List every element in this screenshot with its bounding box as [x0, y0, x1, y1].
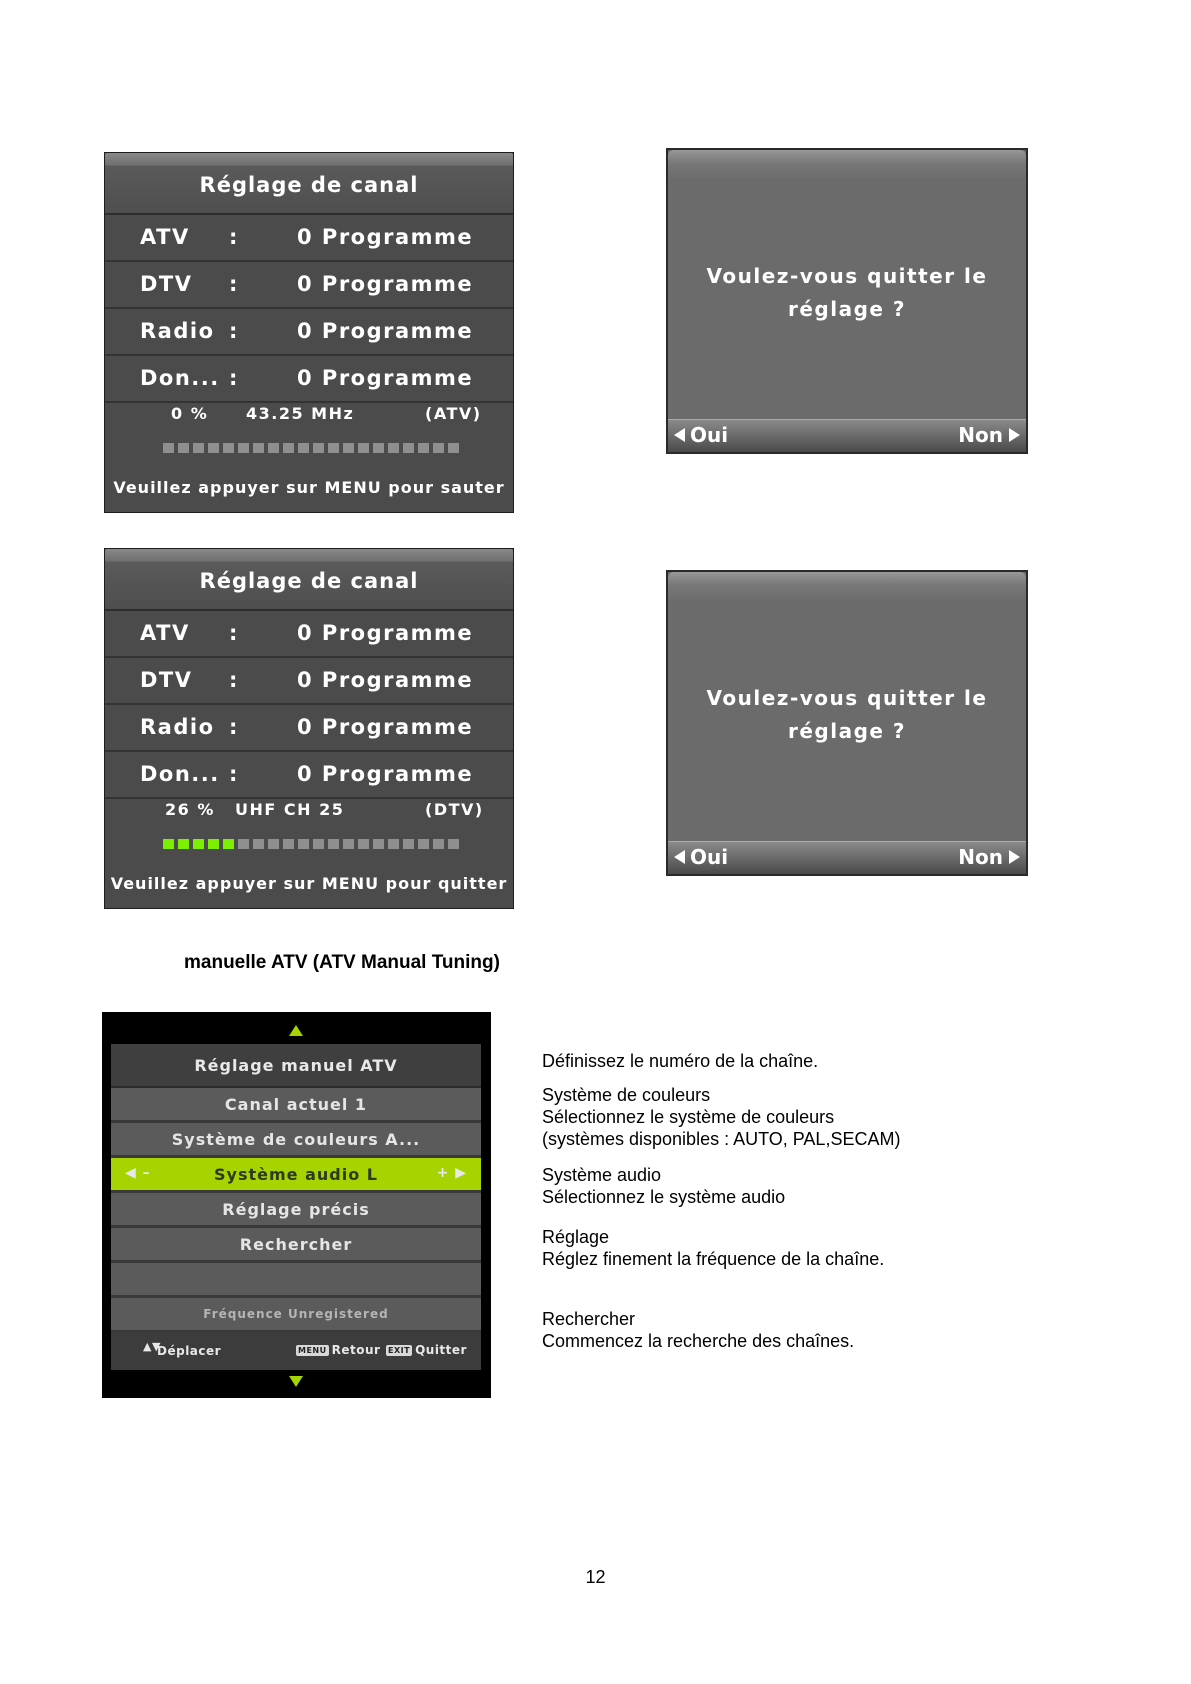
menu-item-empty: [111, 1263, 481, 1298]
desc-line: Définissez le numéro de la chaîne.: [542, 1051, 819, 1071]
yes-label: Oui: [690, 423, 729, 447]
progress-segment: [298, 839, 309, 849]
progress-segment: [238, 839, 249, 849]
progress-segment: [373, 443, 384, 453]
scroll-up-icon[interactable]: [289, 1025, 303, 1036]
desc-line: Rechercher: [542, 1309, 636, 1329]
scan-status-line: [105, 404, 513, 428]
progress-segment: [253, 443, 264, 453]
progress-segment: [178, 443, 189, 453]
progress-segment: [208, 443, 219, 453]
progress-segment: [313, 443, 324, 453]
scan-hint: Veuillez appuyer sur MENU pour sauter: [113, 478, 505, 497]
progress-segment: [163, 443, 174, 453]
progress-segment: [328, 839, 339, 849]
desc-search: [542, 1308, 900, 1352]
arrow-right-icon: [1009, 850, 1020, 864]
manual-atv-menu: [111, 1044, 481, 1370]
dialog-message: [668, 682, 1026, 748]
progress-segment: [433, 839, 444, 849]
desc-audio-system: [542, 1164, 900, 1208]
desc-line: Réglez finement la fréquence de la chaîne.: [542, 1249, 885, 1269]
dialog-topbar: [668, 150, 1026, 180]
desc-channel: [542, 1050, 900, 1072]
scan-row-value: 0 Programme: [297, 762, 474, 786]
menu-item-current-channel[interactable]: [111, 1088, 481, 1123]
scan-row-label: Radio: [140, 715, 215, 739]
scan-row-label: Radio: [140, 319, 215, 343]
scan-row-data: [105, 752, 513, 799]
dialog-message-line: réglage ?: [787, 297, 907, 321]
quit-hint: [386, 1343, 467, 1357]
progress-segment: [358, 839, 369, 849]
menu-item-audio-system[interactable]: [111, 1158, 481, 1193]
scan-row-label: ATV: [140, 225, 190, 249]
scan-row-atv: [105, 611, 513, 658]
menu-item-label: Rechercher: [239, 1234, 353, 1254]
scan-hint: Veuillez appuyer sur MENU pour quitter: [110, 874, 508, 893]
dialog-button-bar: [668, 841, 1026, 874]
scan-frequency: 43.25 MHz: [246, 404, 355, 423]
quit-confirm-dialog-1: [666, 148, 1028, 454]
scan-mode: (DTV): [425, 800, 484, 819]
progress-segment: [238, 443, 249, 453]
scan-row-radio: [105, 309, 513, 356]
progress-segment: [268, 443, 279, 453]
dialog-message-line: Voulez-vous quitter le: [706, 686, 988, 710]
scan-row-sep: :: [229, 319, 239, 343]
scan-row-label: Don...: [140, 762, 220, 786]
no-label: Non: [958, 845, 1003, 869]
scan-status-line: [105, 800, 513, 824]
desc-fine-tune: [542, 1226, 900, 1270]
progress-segment: [223, 443, 234, 453]
menu-footer: [111, 1332, 481, 1370]
progress-segment: [403, 839, 414, 849]
progress-segment: [418, 839, 429, 849]
back-hint: [296, 1343, 380, 1357]
scan-row-dtv: [105, 262, 513, 309]
progress-segment: [208, 839, 219, 849]
progress-segment: [193, 443, 204, 453]
progress-percent: 0 %: [171, 404, 209, 423]
scan-row-sep: :: [229, 225, 239, 249]
scan-row-sep: :: [229, 621, 239, 645]
menu-item-search[interactable]: [111, 1228, 481, 1263]
channel-scan-panel-1: [104, 152, 514, 513]
scan-mode: (ATV): [425, 404, 482, 423]
scan-row-dtv: [105, 658, 513, 705]
scan-row-label: DTV: [140, 668, 193, 692]
dialog-message: [668, 260, 1026, 326]
menu-item-fine-tune[interactable]: [111, 1193, 481, 1228]
progress-segment: [388, 443, 399, 453]
progress-segment: [373, 839, 384, 849]
scan-row-label: ATV: [140, 621, 190, 645]
progress-segment: [283, 443, 294, 453]
progress-percent: 26 %: [165, 800, 215, 819]
scroll-down-icon[interactable]: [289, 1376, 303, 1387]
decrease-icon[interactable]: ◀ –: [125, 1165, 151, 1181]
desc-line: Système audio: [542, 1165, 662, 1185]
page-number: 12: [585, 1567, 606, 1587]
scan-row-value: 0 Programme: [297, 668, 474, 692]
scan-row-label: Don...: [140, 366, 220, 390]
progress-segment: [313, 839, 324, 849]
progress-segment: [268, 839, 279, 849]
menu-item-label: Réglage précis: [222, 1199, 370, 1219]
menu-item-label: Système audio L: [214, 1164, 378, 1184]
progress-segment: [418, 443, 429, 453]
progress-segment: [433, 443, 444, 453]
desc-line: Système de couleurs: [542, 1085, 711, 1105]
no-button[interactable]: [958, 845, 1020, 869]
yes-button[interactable]: [674, 423, 728, 447]
menu-descriptions: [542, 1050, 900, 1360]
scan-row-value: 0 Programme: [297, 272, 474, 296]
scan-row-value: 0 Programme: [297, 715, 474, 739]
menu-item-label: Système de couleurs A...: [171, 1129, 421, 1149]
dialog-message-line: Voulez-vous quitter le: [706, 264, 988, 288]
desc-line: (systèmes disponibles : AUTO, PAL,SECAM): [542, 1129, 901, 1149]
progress-segment: [253, 839, 264, 849]
scan-row-value: 0 Programme: [297, 366, 474, 390]
progress-segment: [163, 839, 174, 849]
progress-segment: [388, 839, 399, 849]
channel-scan-panel-2: [104, 548, 514, 909]
scan-row-value: 0 Programme: [297, 319, 474, 343]
quit-label: Quitter: [415, 1343, 467, 1357]
progress-segment: [283, 839, 294, 849]
scan-row-value: 0 Programme: [297, 621, 474, 645]
section-heading: manuelle ATV (ATV Manual Tuning): [184, 952, 500, 973]
back-label: Retour: [331, 1343, 381, 1357]
manual-atv-screen: [102, 1012, 491, 1398]
no-label: Non: [958, 423, 1003, 447]
progress-segment: [343, 839, 354, 849]
scan-row-radio: [105, 705, 513, 752]
desc-color-system: [542, 1084, 900, 1150]
progress-segment: [358, 443, 369, 453]
scan-row-sep: :: [229, 762, 239, 786]
scan-row-value: 0 Programme: [297, 225, 474, 249]
menu-item-label: Canal actuel 1: [224, 1094, 368, 1114]
menu-item-frequency: [111, 1298, 481, 1333]
dialog-topbar: [668, 572, 1026, 602]
desc-line: Sélectionnez le système de couleurs: [542, 1107, 835, 1127]
progress-segment: [298, 443, 309, 453]
progress-segment: [343, 443, 354, 453]
yes-button[interactable]: [674, 845, 728, 869]
increase-icon[interactable]: + ▶: [436, 1165, 467, 1181]
desc-line: Sélectionnez le système audio: [542, 1187, 786, 1207]
scan-row-data: [105, 356, 513, 403]
scan-row-atv: [105, 215, 513, 262]
desc-line: Réglage: [542, 1227, 610, 1247]
desc-line: Commencez la recherche des chaînes.: [542, 1331, 855, 1351]
menu-title: Réglage manuel ATV: [111, 1044, 481, 1088]
no-button[interactable]: [958, 423, 1020, 447]
frequency-label: Fréquence Unregistered: [203, 1307, 389, 1321]
progress-segment: [328, 443, 339, 453]
progress-segment: [448, 839, 459, 849]
menu-key-icon: MENU: [298, 1346, 327, 1355]
scan-row-label: DTV: [140, 272, 193, 296]
progress-segment: [178, 839, 189, 849]
up-down-arrows-icon: ▲▼: [143, 1340, 161, 1353]
scan-row-sep: :: [229, 366, 239, 390]
arrow-left-icon: [674, 850, 685, 864]
exit-key-icon: EXIT: [388, 1346, 411, 1355]
scan-frequency: UHF CH 25: [235, 800, 345, 819]
scan-progress-bar: [163, 839, 459, 849]
dialog-button-bar: [668, 419, 1026, 452]
scan-title: Réglage de canal: [105, 549, 513, 611]
move-hint: Déplacer: [157, 1344, 222, 1358]
scan-title: Réglage de canal: [105, 153, 513, 215]
quit-confirm-dialog-2: [666, 570, 1028, 876]
scan-row-sep: :: [229, 668, 239, 692]
progress-segment: [448, 443, 459, 453]
yes-label: Oui: [690, 845, 729, 869]
dialog-message-line: réglage ?: [787, 719, 907, 743]
progress-segment: [223, 839, 234, 849]
progress-segment: [193, 839, 204, 849]
menu-item-color-system[interactable]: [111, 1123, 481, 1158]
scan-progress-bar: [163, 443, 459, 453]
arrow-right-icon: [1009, 428, 1020, 442]
progress-segment: [403, 443, 414, 453]
arrow-left-icon: [674, 428, 685, 442]
scan-row-sep: :: [229, 715, 239, 739]
scan-row-sep: :: [229, 272, 239, 296]
